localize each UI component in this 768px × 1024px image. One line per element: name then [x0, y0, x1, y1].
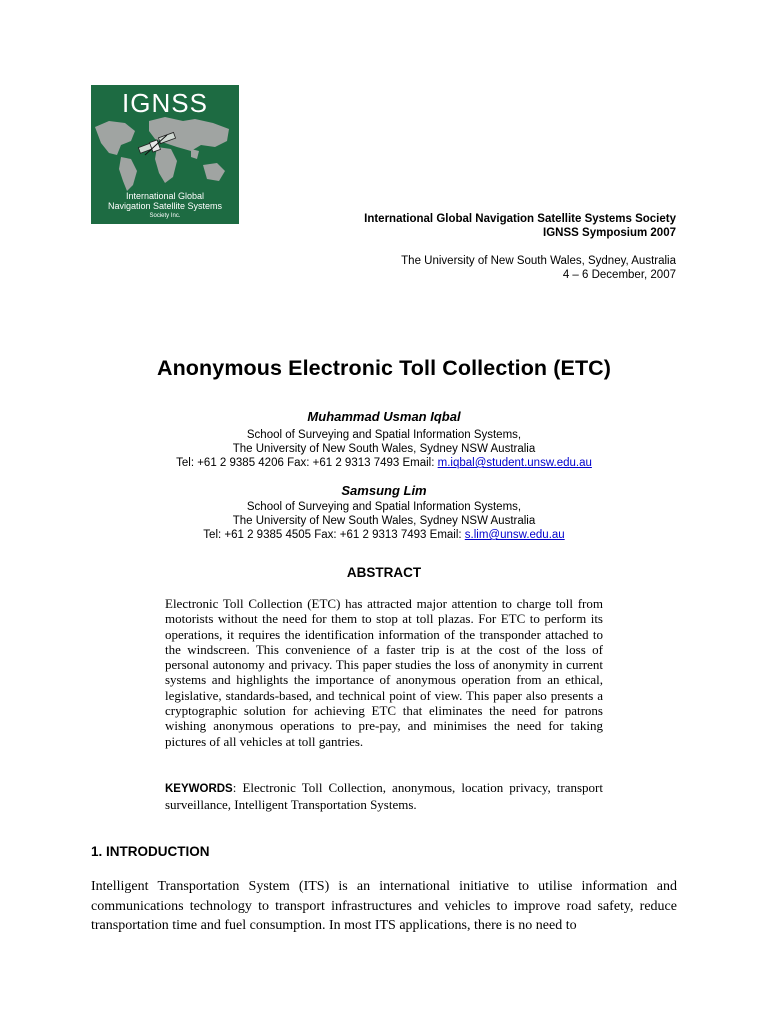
section-heading: 1. INTRODUCTION	[91, 844, 210, 859]
ignss-logo	[91, 85, 239, 224]
logo-line-2: Navigation Satellite Systems	[107, 201, 223, 211]
author-contact-text: Tel: +61 2 9385 4505 Fax: +61 2 9313 7493 Email:	[203, 529, 465, 541]
abstract-heading: ABSTRACT	[346, 565, 422, 580]
author-university: The University of New South Wales, Sydney NSW Australia	[232, 515, 536, 527]
symposium-name: IGNSS Symposium 2007	[543, 227, 676, 239]
logo-line-1: International Global	[125, 191, 205, 201]
logo-title: IGNSS	[122, 88, 208, 118]
author-name: Samsung Lim	[341, 483, 427, 498]
dates: 4 – 6 December, 2007	[562, 269, 676, 281]
keywords-text: : Electronic Toll Collection, anonymous, location privacy, transport surveillance, Intelligent Transportation Systems.	[165, 780, 603, 812]
author-contact	[0, 528, 768, 543]
org-name: International Global Navigation Satellite Systems Society	[364, 213, 676, 225]
logo-line-3: Society Inc.	[149, 213, 181, 219]
abstract-body: Electronic Toll Collection (ETC) has attracted major attention to charge toll from motorists without the need for them to stop at toll plazas. For ETC to perform its operations, it requires the identification information of the transponder attached to the windscreen. This convenience of a faster trip is at the cost of the loss of personal autonomy and privacy. This paper studies the loss of anonymity in current systems and highlights the importance of anonymous operation from an ethical, legislative, standards-based, and technical point of view. This paper also presents a cryptographic solution for achieving ETC that eliminates the need for patrons wishing anonymous operations to pre-pay, and minimises the need for taking pictures of all vehicles at toll gantries.	[165, 596, 603, 749]
paper-title: Anonymous Electronic Toll Collection (ETC)	[156, 356, 612, 380]
author-email-link[interactable]: m.iqbal@student.unsw.edu.au	[437, 457, 592, 469]
author-university: The University of New South Wales, Sydney NSW Australia	[232, 443, 536, 455]
author-school: School of Surveying and Spatial Information Systems,	[246, 501, 522, 513]
author-email-link[interactable]: s.lim@unsw.edu.au	[464, 529, 565, 541]
keywords-label: KEYWORDS	[165, 783, 233, 795]
author-name: Muhammad Usman Iqbal	[307, 409, 461, 424]
author-contact-text: Tel: +61 2 9385 4206 Fax: +61 2 9313 7493 Email:	[176, 457, 438, 469]
introduction-body: Intelligent Transportation System (ITS) is an international initiative to utilise information and communications technology to transport infrastructures and vehicles to improve road safety, reduce transportation time and fuel consumption. In most ITS applications, there is no need to	[91, 879, 677, 933]
keywords	[165, 780, 603, 813]
author-contact	[0, 456, 768, 471]
venue: The University of New South Wales, Sydney, Australia	[401, 255, 676, 267]
author-school: School of Surveying and Spatial Information Systems,	[246, 429, 522, 441]
